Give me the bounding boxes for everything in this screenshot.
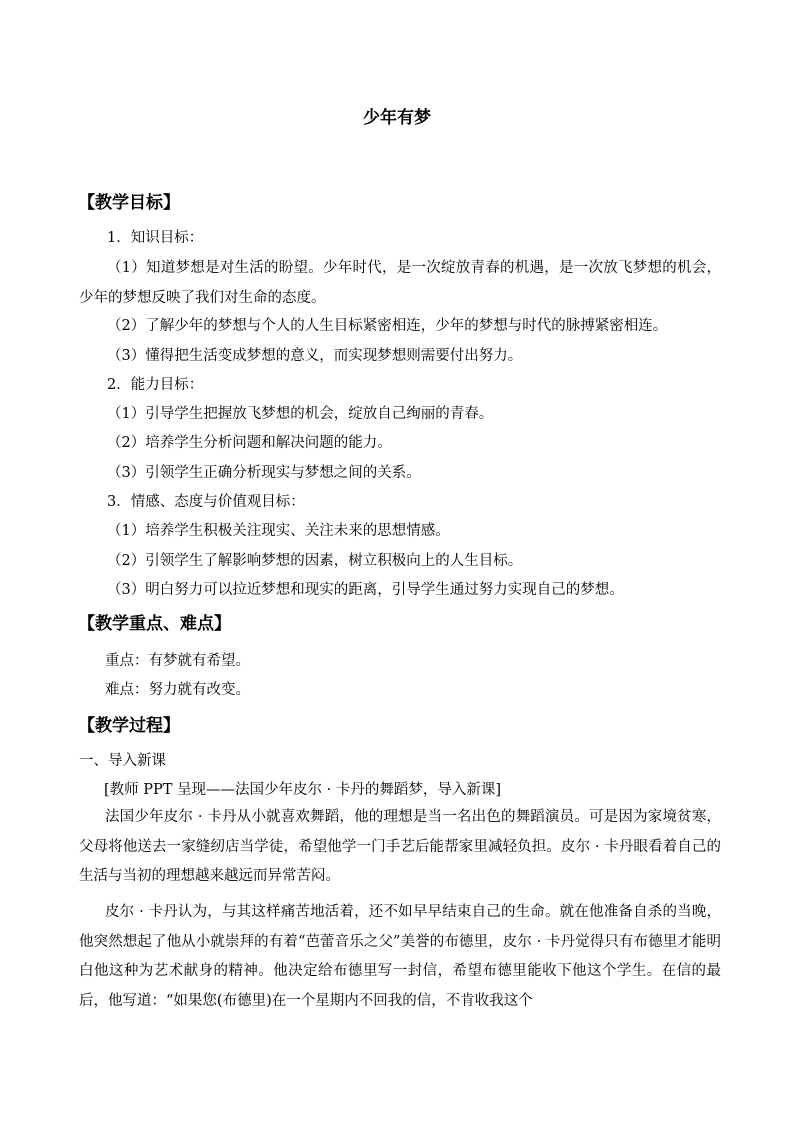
knowledge-goals-label: 1．知识目标： <box>107 230 204 246</box>
emotion-goal-item: （1）培养学生积极关注现实、关注未来的思想情感。 <box>107 523 450 539</box>
difficulty-point: 难点：努力就有改变。 <box>105 682 250 698</box>
focus-point: 重点：有梦就有希望。 <box>105 653 250 669</box>
knowledge-goal-item: （1）知道梦想是对生活的盼望。少年时代，是一次绽放青春的机遇，是一次放飞梦想的机会，少年的梦想反映了我们对生命的态度。 <box>79 260 721 306</box>
objectives-heading: 【教学目标】 <box>78 193 180 213</box>
step-intro: 一、导入新课 <box>79 753 166 769</box>
knowledge-goal-item: （2）了解少年的梦想与个人的人生目标紧密相连，少年的梦想与时代的脉搏紧密相连。 <box>107 318 668 334</box>
process-heading: 【教学过程】 <box>78 716 180 736</box>
key-points-heading: 【教学重点、难点】 <box>78 614 231 634</box>
story-paragraph: 法国少年皮尔 · 卡丹从小就喜欢舞蹈，他的理想是当一名出色的舞蹈演员。可是因为家境贫寒，父母将他送去一家缝纫店当学徒，希望他学一门手艺后能帮家里减轻负担。皮尔 · 卡丹眼看着自己的生活与当初的理想越来越远而异常苦闷。 <box>79 809 721 884</box>
ability-goals-label: 2．能力目标： <box>107 377 204 393</box>
ability-goal-item: （2）培养学生分析问题和解决问题的能力。 <box>107 435 392 451</box>
ability-goal-item: （3）引领学生正确分析现实与梦想之间的关系。 <box>107 465 421 481</box>
ability-goal-item: （1）引导学生把握放飞梦想的机会，绽放自己绚丽的青春。 <box>107 406 494 422</box>
teacher-note: [教师 PPT 呈现——法国少年皮尔 · 卡丹的舞蹈梦，导入新课] <box>104 782 502 798</box>
knowledge-goal-item: （3）懂得把生活变成梦想的意义，而实现梦想则需要付出努力。 <box>107 348 523 364</box>
emotion-goal-item: （3）明白努力可以拉近梦想和现实的距离，引导学生通过努力实现自己的梦想。 <box>107 582 624 598</box>
emotion-goals-label: 3．情感、态度与价值观目标： <box>107 494 305 510</box>
document-title: 少年有梦 <box>363 108 431 128</box>
emotion-goal-item: （2）引领学生了解影响梦想的因素，树立积极向上的人生目标。 <box>107 553 523 569</box>
story-paragraph: 皮尔 · 卡丹认为，与其这样痛苦地活着，还不如早早结束自己的生命。就在他准备自杀的当晚，他突然想起了他从小就崇拜的有着“芭蕾音乐之父”美誉的布德里，皮尔 · 卡丹觉得只有布德里才能明白他这种为艺术献身的精神。他决定给布德里写一封信，希望布德里能收下他这个学生。在信的最后，他写道：“如果您(布德里)在一个星期内不回我的信，不肯收我这个 <box>79 904 721 1009</box>
